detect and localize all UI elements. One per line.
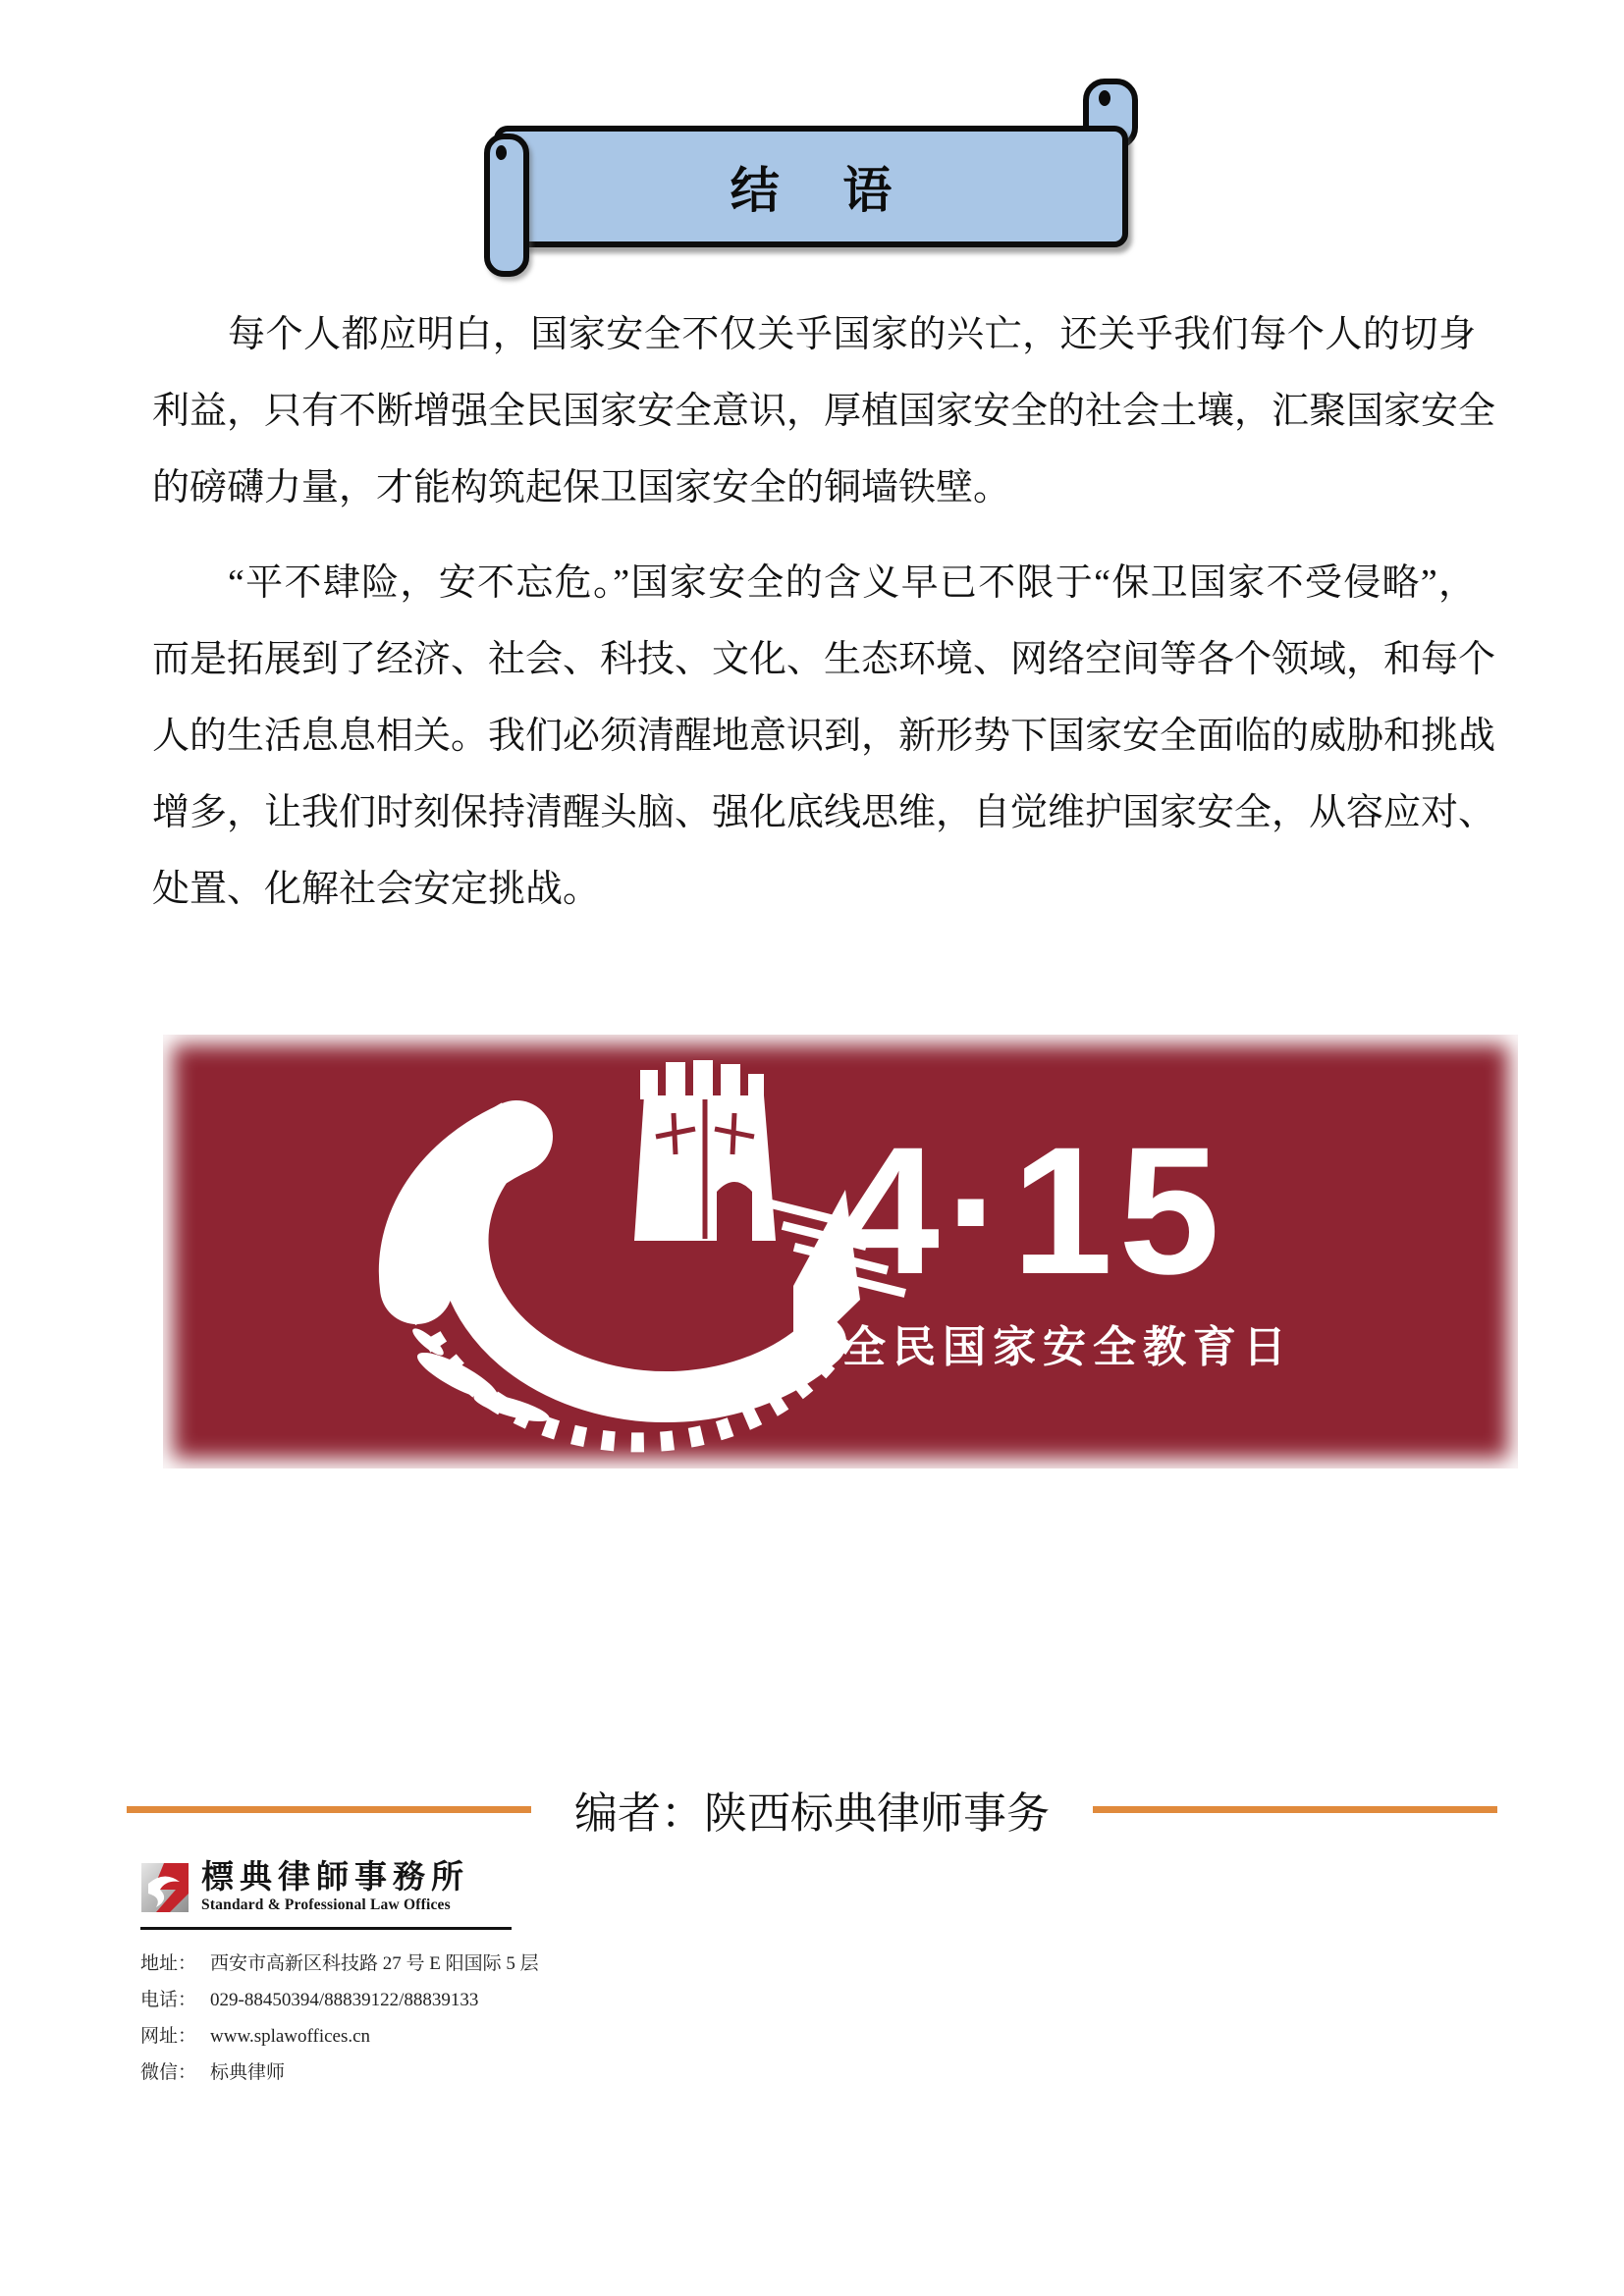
paragraph-2	[152, 545, 1496, 928]
firm-logo-row	[140, 1860, 730, 1915]
contact-label: 地址：	[140, 1953, 197, 1974]
contact-value: 西安市高新区科技路 27 号 E 阳国际 5 层	[210, 1953, 539, 1974]
paragraph-line: “平不肆险，安不忘危。”国家安全的含义早已不限于“保卫国家不受侵略”，	[228, 562, 1476, 604]
security-education-day-poster	[163, 1035, 1518, 1468]
scroll-roll-left	[484, 133, 529, 277]
paragraph-line: 每个人都应明白，国家安全不仅关乎国家的兴亡，还关乎我们每个人的切身	[228, 314, 1476, 355]
contact-label: 网址：	[140, 2026, 197, 2047]
firm-name-block	[201, 1860, 469, 1915]
contact-value: 029-88450394/88839122/88839133	[210, 1990, 479, 2010]
footer-divider	[140, 1927, 512, 1930]
paragraph-line: 利益，只有不断增强全民国家安全意识，厚植国家安全的社会土壤，汇聚国家安全	[152, 391, 1496, 432]
contact-phone	[140, 1982, 730, 2018]
contact-value: www.splawoffices.cn	[210, 2026, 371, 2047]
contact-list	[140, 1946, 730, 2091]
contact-value: 标典律师	[210, 2062, 286, 2083]
paragraph-line: 增多，让我们时刻保持清醒头脑、强化底线思维，自觉维护国家安全，从容应对、	[152, 792, 1496, 833]
section-title: 结 语	[730, 163, 918, 218]
editor-right-divider	[1093, 1806, 1497, 1813]
contact-address	[140, 1946, 730, 1982]
paragraph-1	[152, 296, 1496, 526]
poster-date-text: 4·15	[839, 1110, 1226, 1312]
scroll-curl-dot	[1099, 90, 1110, 106]
firm-name-cn: 標典律師事務所	[201, 1860, 469, 1896]
conclusion-scroll-banner	[484, 79, 1140, 270]
law-firm-footer	[140, 1860, 730, 2091]
conclusion-text	[152, 296, 1496, 928]
paragraph-line: 人的生活息息相关。我们必须清醒地意识到，新形势下国家安全面临的威胁和挑战	[152, 716, 1496, 757]
paragraph-line: 而是拓展到了经济、社会、科技、文化、生态环境、网络空间等各个领域，和每个	[152, 639, 1496, 680]
paragraph-line: 处置、化解社会安定挑战。	[152, 869, 601, 910]
contact-website	[140, 2018, 730, 2055]
contact-label: 电话：	[140, 1990, 197, 2010]
paragraph-line: 的磅礴力量，才能构筑起保卫国家安全的铜墙铁壁。	[152, 467, 1011, 508]
scroll-roll-dot	[496, 145, 507, 160]
editor-credit-row	[0, 1775, 1624, 1843]
poster-subtitle-text: 全民国家安全教育日	[842, 1323, 1293, 1371]
contact-wechat	[140, 2055, 730, 2091]
editor-credit-text: 编者：陕西标典律师事务	[574, 1789, 1050, 1838]
contact-label: 微信：	[140, 2062, 197, 2083]
editor-left-divider	[127, 1806, 531, 1813]
scroll-ribbon-body	[494, 126, 1128, 247]
firm-name-en: Standard & Professional Law Offices	[201, 1896, 451, 1913]
firm-logo-icon	[140, 1860, 189, 1915]
